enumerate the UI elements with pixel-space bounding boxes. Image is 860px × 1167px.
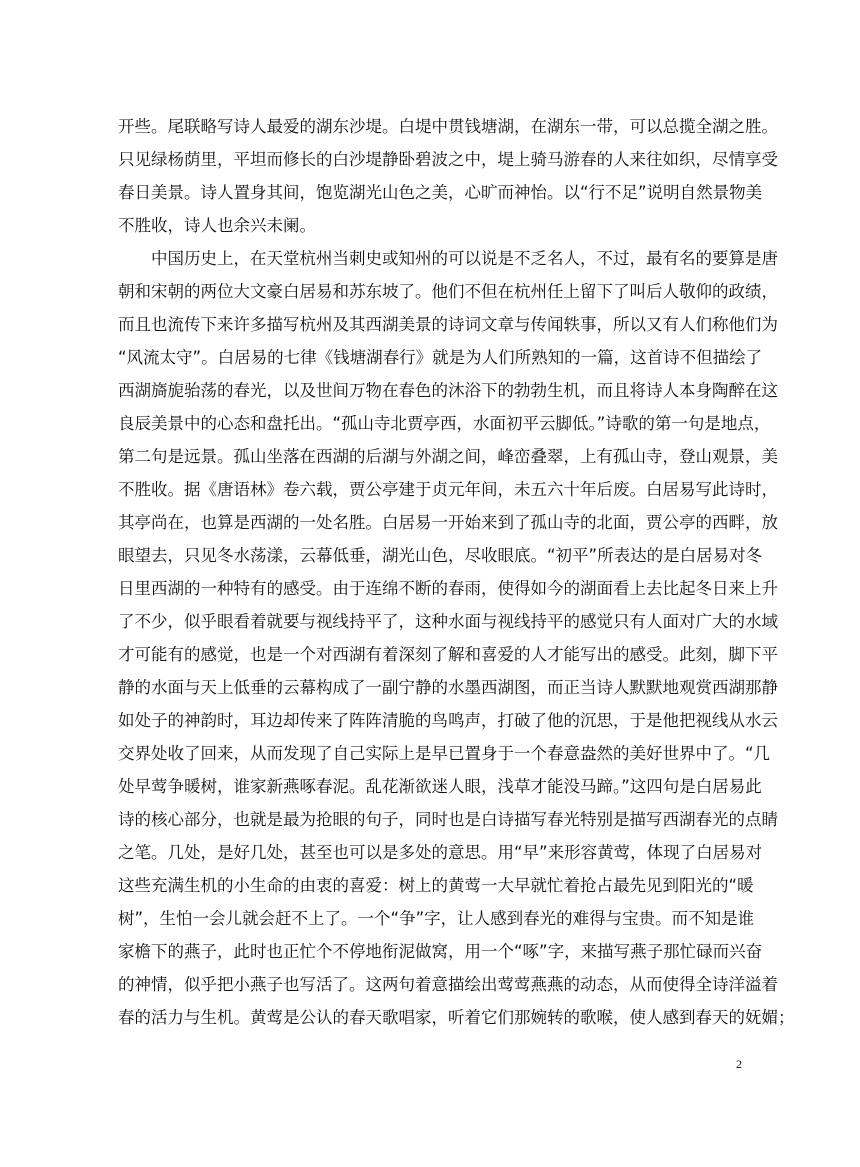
text-line: 如处子的神韵时，耳边却传来了阵阵清脆的鸟鸣声，打破了他的沉思，于是他把视线从水云 [118,711,778,730]
text-line: 树”，生怕一会儿就会赶不上了。一个“争”字，让人感到春光的难得与宝贵。而不知是谁 [118,909,755,928]
text-line: 静的水面与天上低垂的云幕构成了一副宁静的水墨西湖图，而正当诗人默默地观赏西湖那静 [118,678,778,697]
text-line: 第二句是远景。孤山坐落在西湖的后湖与外湖之间，峰峦叠翠，上有孤山寺，登山观景，美 [118,447,778,466]
text-line: 开些。尾联略写诗人最爱的湖东沙堤。白堤中贯钱塘湖，在湖东一带，可以总揽全湖之胜。 [118,117,778,136]
text-line: 才可能有的感觉，也是一个对西湖有着深刻了解和喜爱的人才能写出的感受。此刻，脚下平 [118,645,778,664]
page-number: 2 [736,1057,742,1071]
text-line: 不胜收。据《唐语林》卷六载，贾公亭建于贞元年间，未五六十年后废。白居易写此诗时， [118,480,778,499]
text-line: 西湖旖旎骀荡的春光，以及世间万物在春色的沐浴下的勃勃生机，而且将诗人本身陶醉在这 [118,381,778,400]
text-line: 这些充满生机的小生命的由衷的喜爱：树上的黄莺一大早就忙着抢占最先见到阳光的“暖 [118,876,754,895]
text-line: 良辰美景中的心态和盘托出。“孤山寺北贾亭西，水面初平云脚低。”诗歌的第一句是地点， [118,414,771,433]
text-line: 朝和宋朝的两位大文豪白居易和苏东坡了。他们不但在杭州任上留下了叫后人敬仰的政绩， [118,282,778,301]
text-line: 其亭尚在，也算是西湖的一处名胜。白居易一开始来到了孤山寺的北面，贾公亭的西畔，放 [118,513,778,532]
text-line: 处早莺争暖树，谁家新燕啄春泥。乱花渐欲迷人眼，浅草才能没马蹄。”这四句是白居易此 [118,777,762,796]
text-line: 而且也流传下来许多描写杭州及其西湖美景的诗词文章与传闻轶事，所以又有人们称他们为 [118,315,778,334]
paragraph [118,110,778,242]
text-line: 只见绿杨荫里，平坦而修长的白沙堤静卧碧波之中，堤上骑马游春的人来往如织，尽情享受 [118,150,778,169]
text-line: 眼望去，只见冬水荡漾，云幕低垂，湖光山色，尽收眼底。“初平”所表达的是白居易对冬 [118,546,763,565]
text-line: 交界处收了回来，从而发现了自己实际上是早已置身于一个春意盎然的美好世界中了。“几 [118,744,771,763]
text-line: 家檐下的燕子，此时也正忙个不停地衔泥做窝，用一个“啄”字，来描写燕子那忙碌而兴奋 [118,942,763,961]
text-line: “风流太守”。白居易的七律《钱塘湖春行》就是为人们所熟知的一篇，这首诗不但描绘了 [118,348,763,367]
text-line: 的神情，似乎把小燕子也写活了。这两句着意描绘出莺莺燕燕的动态，从而使得全诗洋溢着 [118,975,778,994]
body-text [118,110,795,1034]
text-line: 春的活力与生机。黄莺是公认的春天歌唱家，听着它们那婉转的歌喉，使人感到春天的妩媚； [118,1008,795,1027]
text-line: 之笔。几处，是好几处，甚至也可以是多处的意思。用“早”来形容黄莺，体现了白居易对 [118,843,763,862]
text-line: 了不少，似乎眼看着就要与视线持平了，这种水面与视线持平的感觉只有人面对广大的水域 [118,612,778,631]
paragraph [118,242,795,1034]
text-line: 日里西湖的一种特有的感受。由于连绵不断的春雨，使得如今的湖面看上去比起冬日来上升 [118,579,778,598]
text-line: 春日美景。诗人置身其间，饱览湖光山色之美，心旷而神怡。以“行不足”说明自然景物美 [118,183,763,202]
text-line: 诗的核心部分，也就是最为抢眼的句子，同时也是白诗描写春光特别是描写西湖春光的点睛 [118,810,778,829]
text-line: 中国历史上，在天堂杭州当刺史或知州的可以说是不乏名人，不过，最有名的要算是唐 [151,249,778,268]
text-line: 不胜收，诗人也余兴未阑。 [118,216,316,235]
